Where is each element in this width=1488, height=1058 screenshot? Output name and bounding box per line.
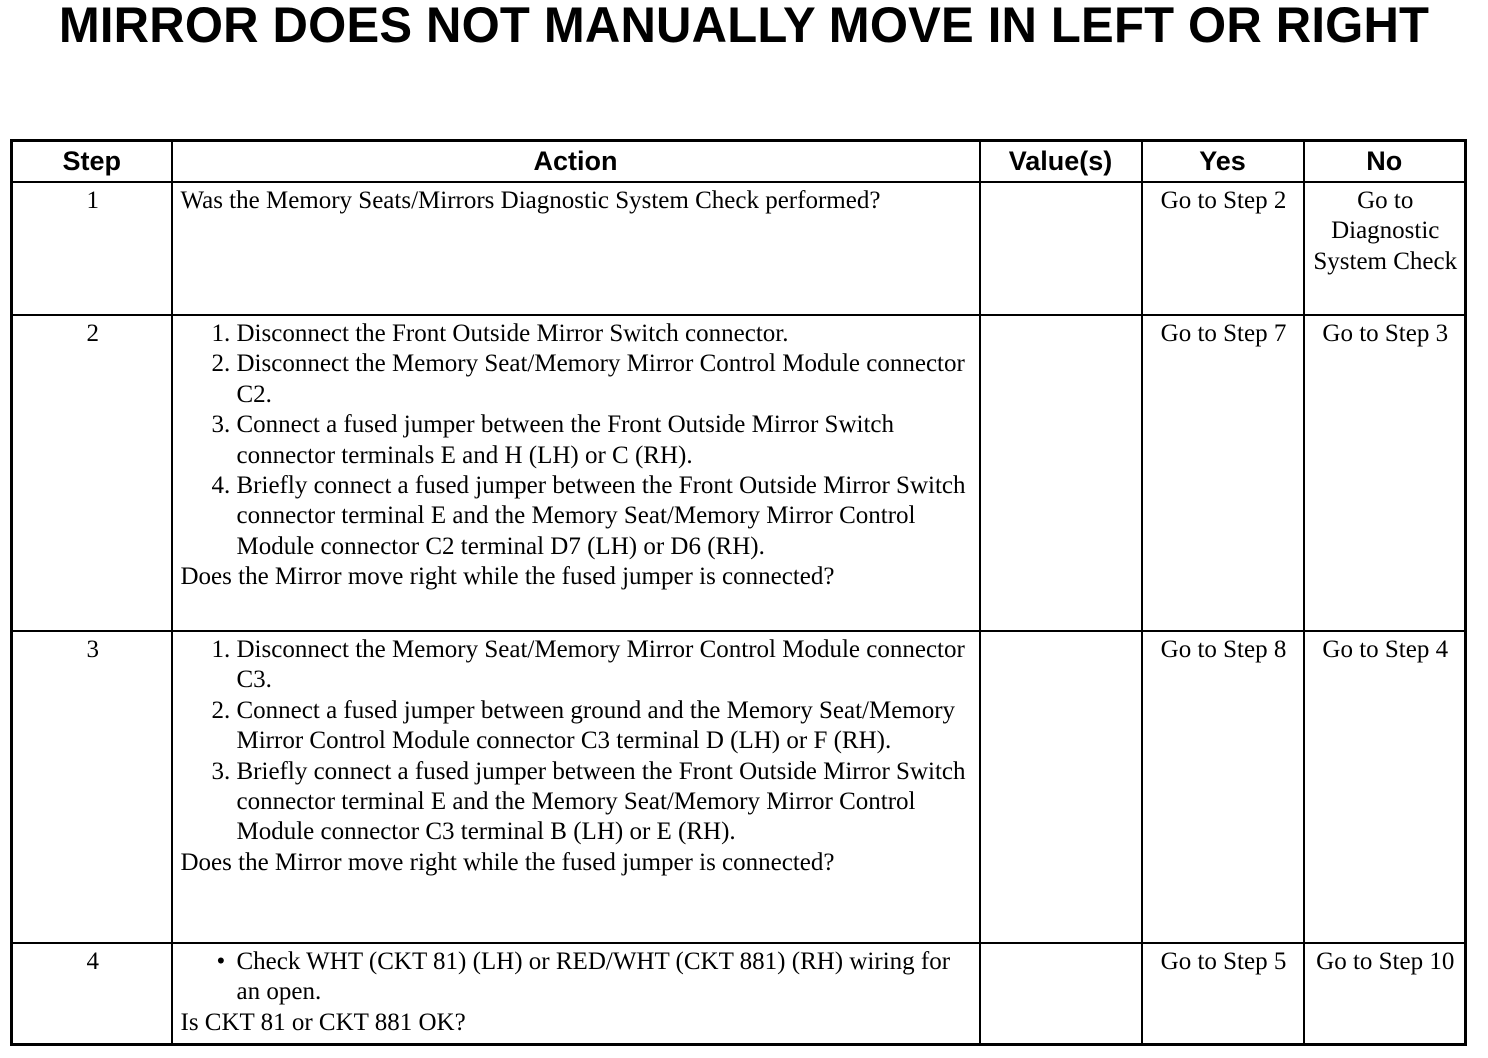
diagnostic-table [10,139,1467,1046]
yes-result: Go to Step 8 [1142,631,1304,943]
yes-result: Go to Step 7 [1142,315,1304,631]
action-bullet-list [181,947,973,1008]
action-step: 3. Connect a fused jumper between the Front Outside Mirror Switch connector terminals E and H (LH) or C (RH). [237,410,973,471]
no-result: Go to Diagnostic System Check [1304,182,1466,315]
value-cell [980,943,1142,1045]
step-number: 3 [12,631,172,943]
action-cell [172,315,980,631]
table-row [12,315,1466,631]
action-cell [172,182,980,315]
no-result: Go to Step 4 [1304,631,1466,943]
header-yes: Yes [1142,141,1304,183]
value-cell [980,182,1142,315]
action-step: 2. Disconnect the Memory Seat/Memory Mirror Control Module connector C2. [237,349,973,410]
header-values: Value(s) [980,141,1142,183]
action-step: 1. Disconnect the Memory Seat/Memory Mirror Control Module connector C3. [237,635,973,696]
table-row [12,631,1466,943]
action-question: Is CKT 81 or CKT 881 OK? [180,1008,466,1036]
action-steps-list [181,319,973,562]
step-number: 4 [12,943,172,1045]
header-step: Step [12,141,172,183]
action-steps-list [181,635,973,848]
table-row [12,943,1466,1045]
step-number: 2 [12,315,172,631]
action-cell [172,631,980,943]
action-step: 1. Disconnect the Front Outside Mirror Switch connector. [237,319,973,349]
yes-result: Go to Step 5 [1142,943,1304,1045]
yes-result: Go to Step 2 [1142,182,1304,315]
header-no: No [1304,141,1466,183]
action-question: Does the Mirror move right while the fused jumper is connected? [180,563,835,591]
page-title: MIRROR DOES NOT MANUALLY MOVE IN LEFT OR RIGHT [58,0,1430,54]
header-action: Action [172,141,980,183]
value-cell [980,631,1142,943]
no-result: Go to Step 3 [1304,315,1466,631]
value-cell [980,315,1142,631]
table-row [12,182,1466,315]
step-number: 1 [12,182,172,315]
action-step: 4. Briefly connect a fused jumper between the Front Outside Mirror Switch connector terminal E and the Memory Seat/Memory Mirror Control Module connector C2 terminal D7 (LH) or D6 (RH). [237,471,973,562]
action-step: 2. Connect a fused jumper between ground and the Memory Seat/Memory Mirror Control Module connector C3 terminal D (LH) or F (RH). [237,696,973,757]
no-result: Go to Step 10 [1304,943,1466,1045]
action-bullet: • Check WHT (CKT 81) (LH) or RED/WHT (CKT 881) (RH) wiring for an open. [237,947,973,1008]
action-question: Was the Memory Seats/Mirrors Diagnostic System Check performed? [180,187,881,214]
action-question: Does the Mirror move right while the fused jumper is connected? [180,848,835,876]
action-cell [172,943,980,1045]
table-header-row [12,141,1466,183]
action-step: 3. Briefly connect a fused jumper between the Front Outside Mirror Switch connector terminal E and the Memory Seat/Memory Mirror Control Module connector C3 terminal B (LH) or E (RH). [237,757,973,848]
